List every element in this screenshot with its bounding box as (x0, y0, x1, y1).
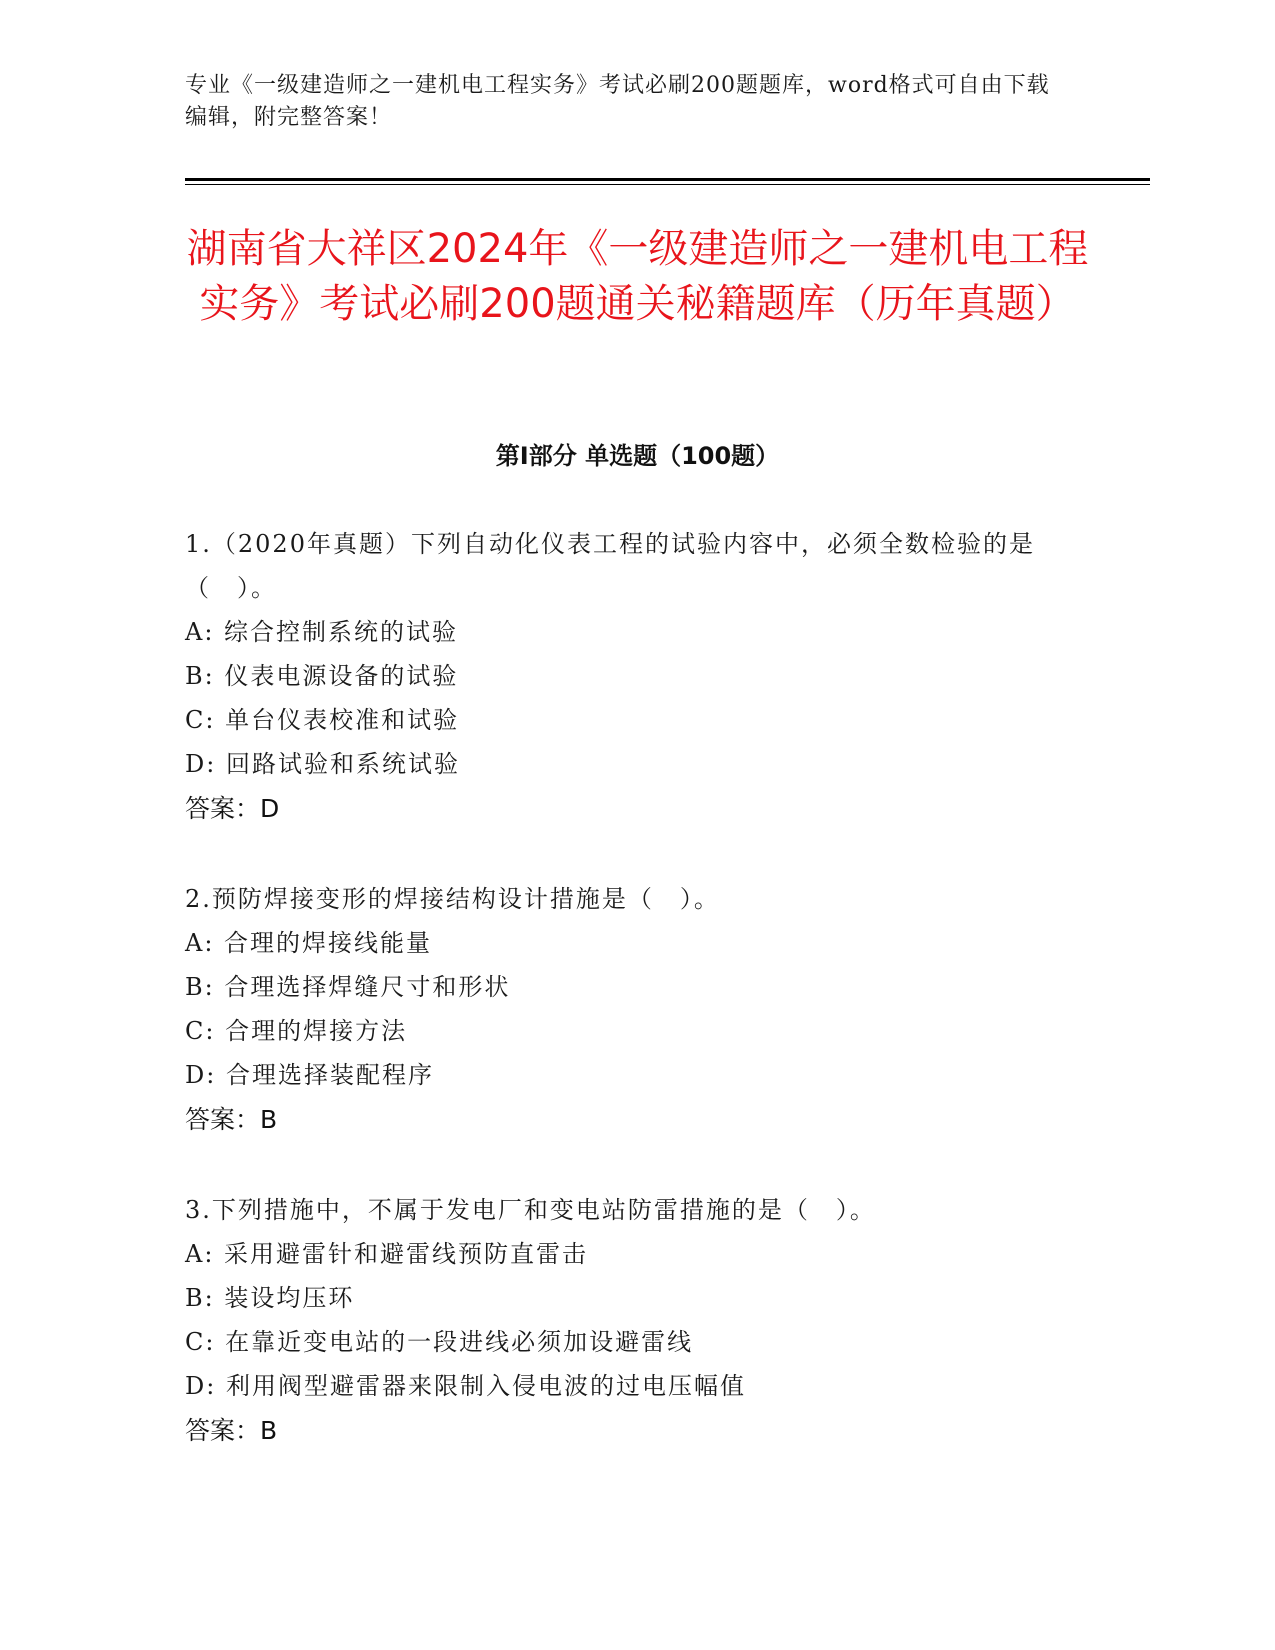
option-d: D: 利用阀型避雷器来限制入侵电波的过电压幅值 (185, 1372, 746, 1400)
document-title: 湖南省大祥区2024年《一级建造师之一建机电工程实务》考试必刷200题通关秘籍题库（历年真题） (186, 226, 1089, 327)
question-answer: 答案：B (185, 1416, 278, 1445)
header-note: 专业《一级建造师之一建机电工程实务》考试必刷200题题库，word格式可自由下载编辑，附完整答案！ (185, 73, 1050, 130)
option-d: D: 回路试验和系统试验 (185, 750, 460, 778)
question-item (185, 877, 1065, 1143)
option-a: A: 合理的焊接线能量 (185, 929, 433, 957)
option-b: B: 仪表电源设备的试验 (185, 662, 459, 690)
question-item (185, 1188, 1065, 1454)
option-c: C: 单台仪表校准和试验 (185, 706, 460, 734)
option-c: C: 在靠近变电站的一段进线必须加设避雷线 (185, 1328, 694, 1356)
question-stem: 3.下列措施中，不属于发电厂和变电站防雷措施的是（ ）。 (185, 1196, 876, 1224)
question-stem: 1.（2020年真题）下列自动化仪表工程的试验内容中，必须全数检验的是（ ）。 (185, 530, 1035, 602)
question-item (185, 522, 1065, 832)
option-c: C: 合理的焊接方法 (185, 1017, 408, 1045)
option-a: A: 采用避雷针和避雷线预防直雷击 (185, 1240, 589, 1268)
question-answer: 答案：B (185, 1105, 278, 1134)
header-divider-thick (185, 178, 1150, 181)
option-a: A: 综合控制系统的试验 (185, 618, 459, 646)
header-divider-thin (185, 184, 1150, 185)
option-b: B: 合理选择焊缝尺寸和形状 (185, 973, 511, 1001)
question-stem: 2.预防焊接变形的焊接结构设计措施是（ ）。 (185, 885, 720, 913)
section-title: 第I部分 单选题（100题） (495, 442, 780, 470)
option-d: D: 合理选择装配程序 (185, 1061, 434, 1089)
question-answer: 答案：D (185, 794, 280, 823)
option-b: B: 装设均压环 (185, 1284, 355, 1312)
question-list (185, 522, 1065, 1499)
